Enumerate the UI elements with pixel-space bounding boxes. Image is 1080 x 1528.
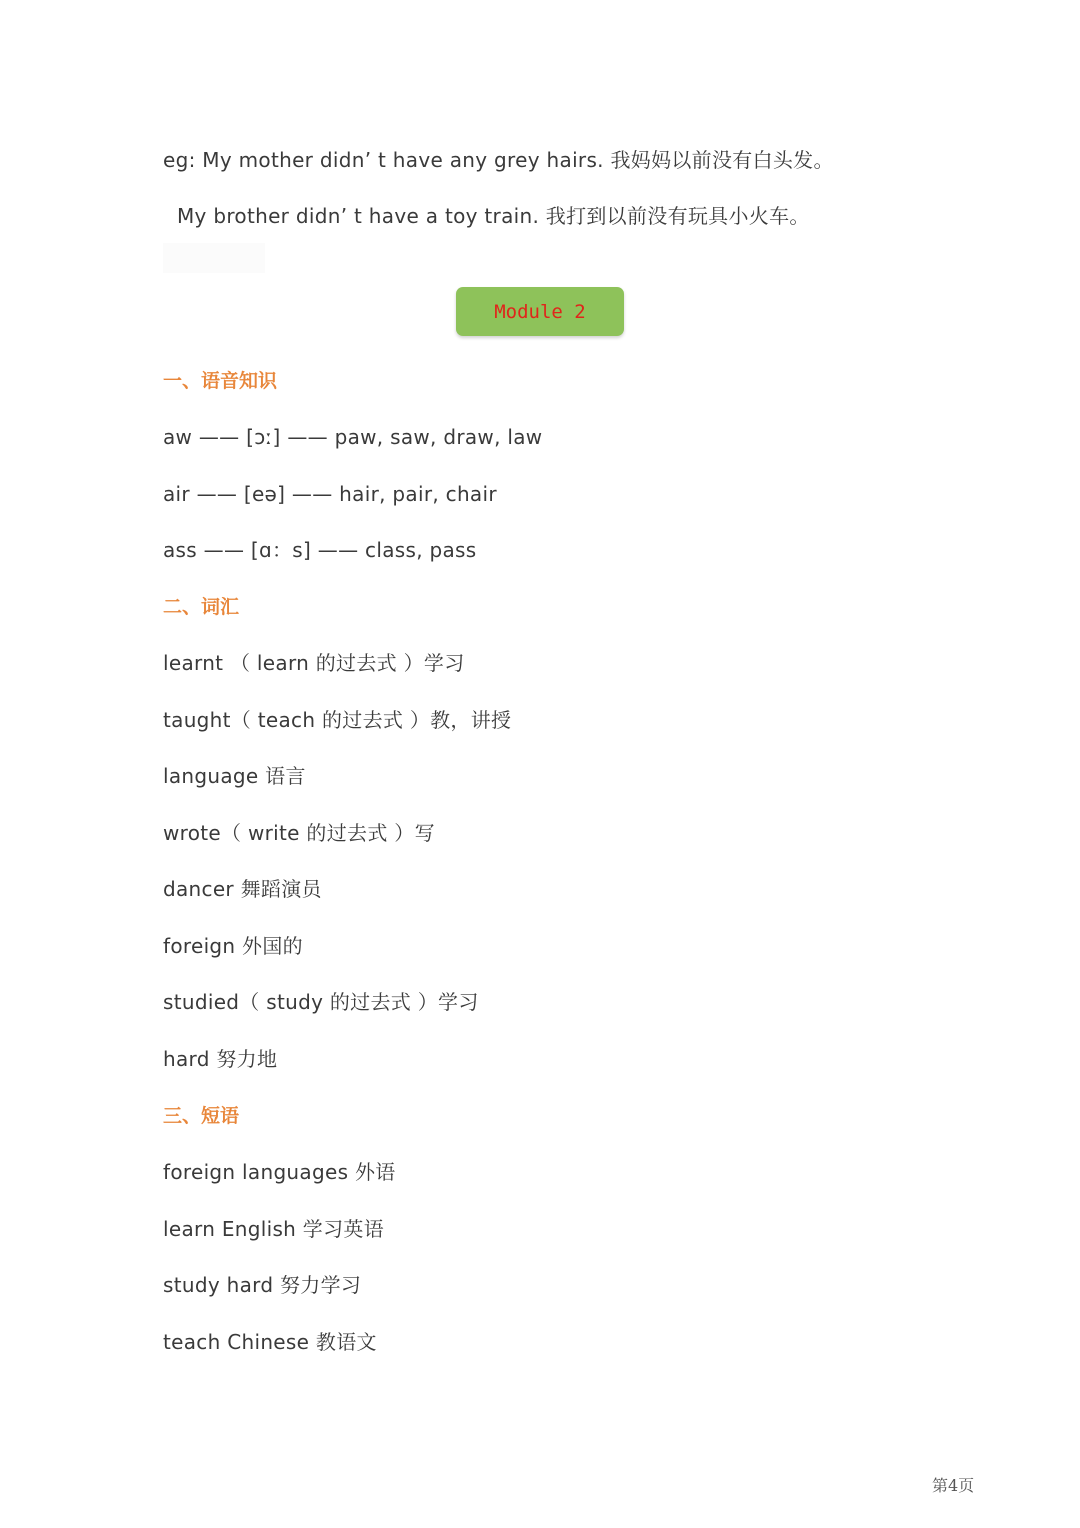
vocabulary-item: hard 努力地 bbox=[163, 1047, 278, 1071]
vocabulary-item: wrote（ write 的过去式 ）写 bbox=[163, 821, 435, 845]
phrase-item: teach Chinese 教语文 bbox=[163, 1330, 377, 1354]
vocabulary-item: studied（ study 的过去式 ）学习 bbox=[163, 990, 479, 1014]
module-box bbox=[456, 287, 624, 336]
example-sentence-1: eg: My mother didn’ t have any grey hairs. 我妈妈以前没有白头发。 bbox=[163, 148, 834, 172]
faint-mark bbox=[163, 243, 265, 273]
phonics-item: ass —— [ɑ：s] —— class, pass bbox=[163, 538, 477, 562]
vocabulary-item: dancer 舞蹈演员 bbox=[163, 877, 322, 901]
vocabulary-item: taught（ teach 的过去式 ）教，讲授 bbox=[163, 708, 512, 732]
phonics-item: aw —— [ɔː] —— paw, saw, draw, law bbox=[163, 425, 543, 449]
vocabulary-item: language 语言 bbox=[163, 764, 306, 788]
phonics-item: air —— [eə] —— hair, pair, chair bbox=[163, 482, 497, 506]
phrase-item: foreign languages 外语 bbox=[163, 1160, 396, 1184]
module-label: Module 2 bbox=[494, 300, 586, 323]
vocabulary-item: foreign 外国的 bbox=[163, 934, 303, 958]
vocabulary-item: learnt （ learn 的过去式 ）学习 bbox=[163, 651, 465, 675]
phrase-item: study hard 努力学习 bbox=[163, 1273, 362, 1297]
section-heading-vocabulary: 二、词汇 bbox=[163, 596, 240, 618]
phrase-item: learn English 学习英语 bbox=[163, 1217, 384, 1241]
section-heading-phrases: 三、短语 bbox=[163, 1105, 240, 1127]
example-sentence-2: My brother didn’ t have a toy train. 我打到以前没有玩具小火车。 bbox=[177, 204, 810, 228]
page-number: 第4页 bbox=[932, 1476, 975, 1495]
section-heading-phonics: 一、语音知识 bbox=[163, 370, 278, 392]
